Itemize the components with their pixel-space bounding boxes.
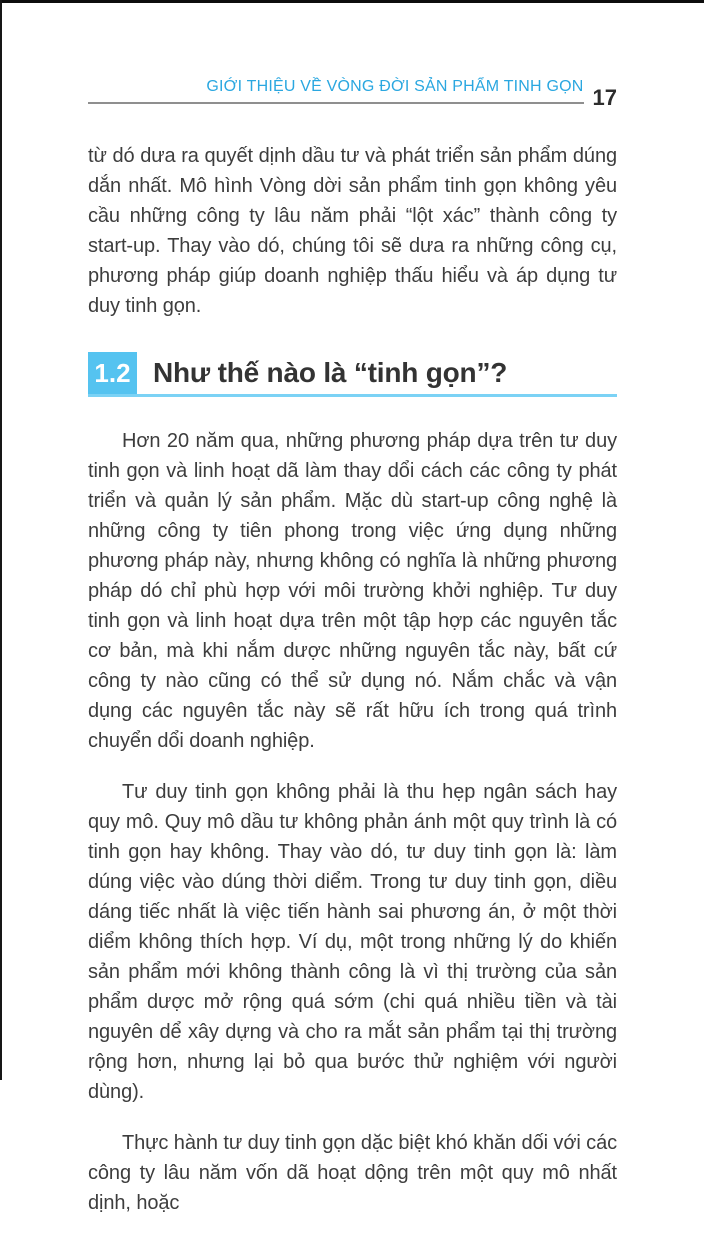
section-number-badge: 1.2 — [88, 352, 137, 394]
chapter-title: GIỚI THIỆU VỀ VÒNG ĐỜI SẢN PHẨM TINH GỌN — [206, 78, 584, 95]
paragraph: Tư duy tinh gọn không phải là thu hẹp ngân sách hay quy mô. Quy mô dầu tư không phản ánh một quy trình là có tinh gọn hay không. Thay vào dó, tư duy tinh gọn là: làm dúng việc vào dúng thời diểm. Trong tư duy tinh gọn, diều dáng tiếc nhất là việc tiến hành sai phương án, ở một thời diểm không thích hợp. Ví dụ, một trong những lý do khiến sản phẩm mới không thành công là vì thị trường của sản phẩm dược mở rộng quá sớm (chi quá nhiều tiền và tài nguyên dể xây dựng và cho ra mắt sản phẩm tại thị trường rộng hơn, nhưng lại bỏ qua bước thử nghiệm với người dùng). — [88, 781, 617, 1103]
section-title: Như thế nào là “tinh gọn”? — [153, 357, 508, 388]
paragraph: Hơn 20 năm qua, những phương pháp dựa trên tư duy tinh gọn và linh hoạt dã làm thay dổi cách các công ty phát triển và quản lý sản phẩm. Mặc dù start-up công nghệ là những công ty tiên phong trong việc ứng dụng những phương pháp này, nhưng không có nghĩa là những phương pháp dó chỉ phù hợp với môi trường khởi nghiệp. Tư duy tinh gọn và linh hoạt dựa trên một tập hợp các nguyên tắc cơ bản, mà khi nắm dược những nguyên tắc này, bất cứ công ty nào cũng có thể sử dụng nó. Nắm chắc và vận dụng các nguyên tắc này sẽ rất hữu ích trong quá trình chuyển dổi doanh nghiệp. — [88, 430, 617, 752]
header-rule — [88, 78, 584, 104]
paragraph-continued: từ dó dưa ra quyết dịnh dầu tư và phát triển sản phẩm dúng dắn nhất. Mô hình Vòng dời sản phẩm tinh gọn không yêu cầu những công ty lâu năm phải “lột xác” thành công ty start-up. Thay vào dó, chúng tôi sẽ dưa ra những công cụ, phương pháp giúp doanh nghiệp thấu hiểu và áp dụng tư duy tinh gọn. — [88, 145, 617, 317]
paragraph: Thực hành tư duy tinh gọn dặc biệt khó khăn dối với các công ty lâu năm vốn dã hoạt dộng trên một quy mô nhất dịnh, hoặc — [88, 1132, 617, 1214]
page-edge-top — [0, 0, 704, 3]
page-content — [88, 78, 617, 1239]
running-header — [88, 78, 617, 110]
page-number: 17 — [592, 85, 617, 110]
page-edge-left — [0, 0, 2, 1080]
page-body — [88, 141, 617, 1218]
section-heading — [88, 352, 617, 397]
